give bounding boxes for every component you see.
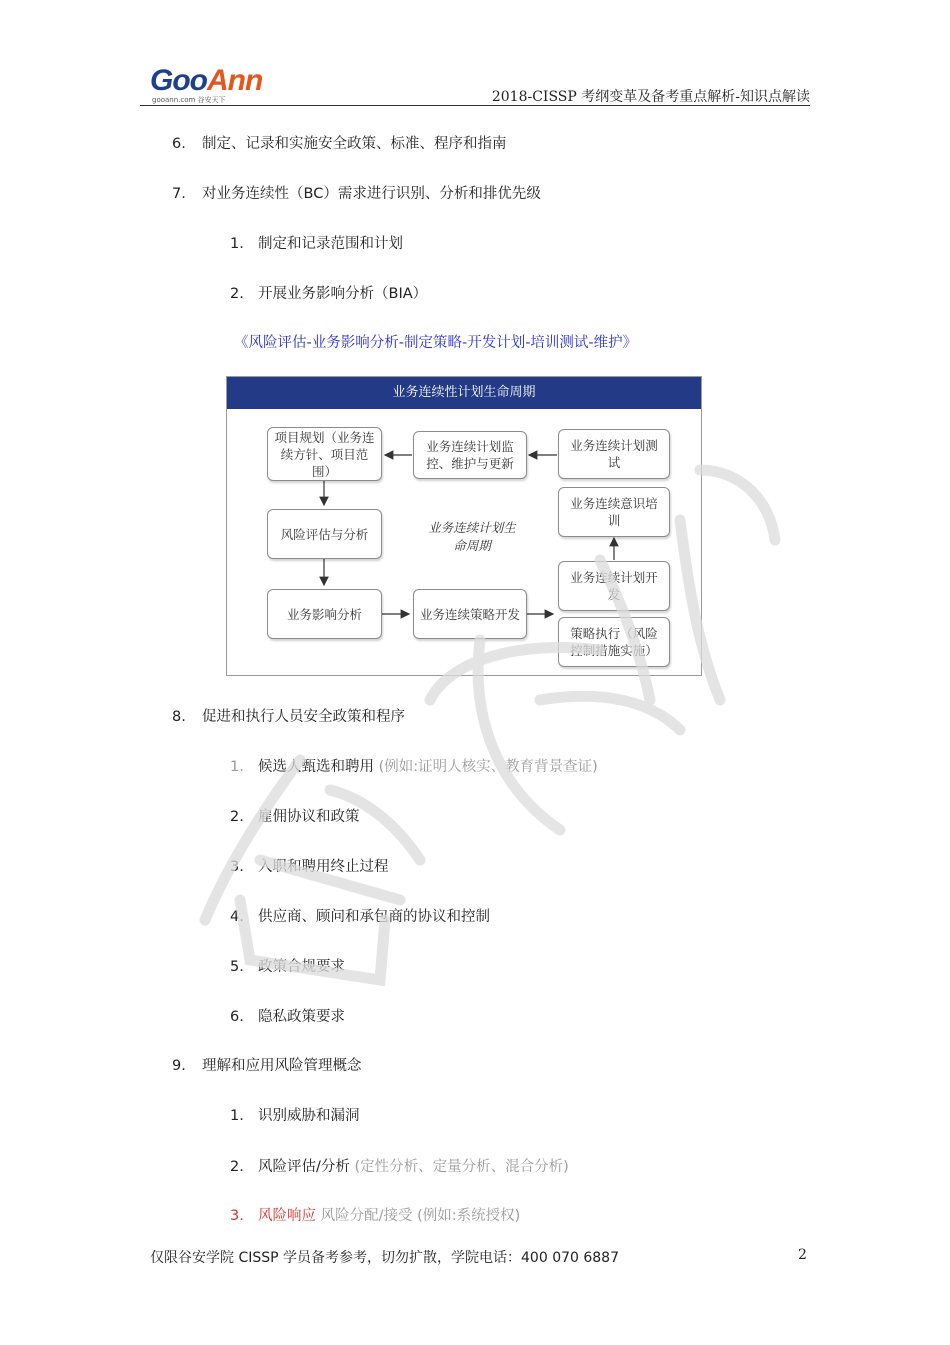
header-divider [140,105,810,106]
process-sequence: 《风险评估-业务影响分析-制定策略-开发计划-培训测试-维护》 [234,335,638,351]
box-plan-test: 业务连续计划测试 [558,429,670,479]
list-item: 6. 制定、记录和实施安全政策、标准、程序和指南 [172,136,507,152]
diagram-title: 业务连续性计划生命周期 [227,377,701,409]
list-item: 2. 开展业务影响分析（BIA） [230,286,428,302]
logo-wordmark: GooAnn [150,64,263,97]
logo-subtitle: gooann.com 谷安天下 [152,96,226,104]
list-item: 7. 对业务连续性（BC）需求进行识别、分析和排优先级 [172,186,541,202]
box-project-planning: 项目规划（业务连续方针、项目范围） [267,427,382,481]
header-title: 2018-CISSP 考纲变革及备考重点解析-知识点解读 [491,89,810,105]
gooann-logo [148,62,268,106]
list-item: 6. 隐私政策要求 [230,1009,345,1025]
list-item: 1. 识别威胁和漏洞 [230,1108,360,1124]
list-item: 4. 供应商、顾问和承包商的协议和控制 [230,909,490,925]
list-item: 2. 风险评估/分析 (定性分析、定量分析、混合分析) [230,1159,569,1175]
list-item: 1. 候选人甄选和聘用 (例如:证明人核实、教育背景查证) [230,759,598,775]
box-awareness-training: 业务连续意识培训 [558,487,670,537]
section-heading: 9. 理解和应用风险管理概念 [172,1058,362,1074]
box-plan-development: 业务连续计划开发 [558,561,670,611]
list-item: 3. 风险响应 风险分配/接受 (例如:系统授权) [230,1208,521,1224]
list-item: 3. 入职和聘用终止过程 [230,859,389,875]
box-bia: 业务影响分析 [267,589,382,639]
diagram-center-label: 业务连续计划生命周期 [428,520,516,553]
bcp-lifecycle-diagram [226,376,702,676]
box-strategy-development: 业务连续策略开发 [413,589,527,639]
page-number: 2 [798,1247,807,1263]
section-heading: 8. 促进和执行人员安全政策和程序 [172,709,405,725]
list-item: 5. 政策合规要求 [230,959,345,975]
box-risk-assessment: 风险评估与分析 [267,509,382,559]
list-item: 1. 制定和记录范围和计划 [230,236,403,252]
list-item: 2. 雇佣协议和政策 [230,809,360,825]
box-strategy-execution: 策略执行（风险控制措施实施） [558,617,670,667]
footer-notice: 仅限谷安学院 CISSP 学员备考参考，切勿扩散，学院电话：400 070 6887 [150,1250,619,1266]
box-monitor-update: 业务连续计划监控、维护与更新 [413,431,527,479]
